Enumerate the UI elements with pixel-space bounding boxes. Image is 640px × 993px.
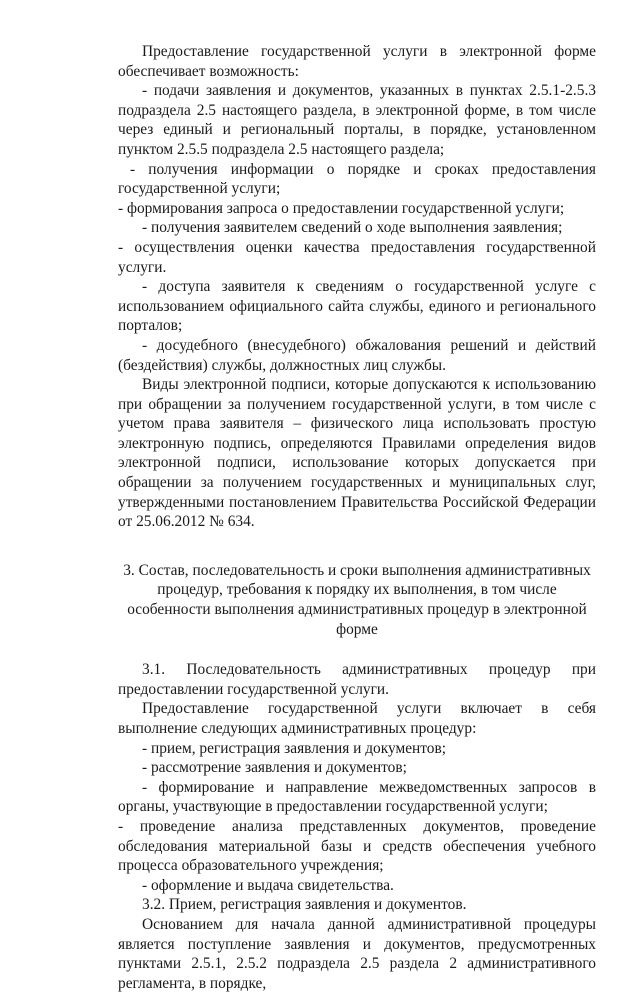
- list-item-submit: - подачи заявления и документов, указанных в пунктах 2.5.1-2.5.3 подраздела 2.5 настоящего раздела, в электронной форме, в том числе через единый и региональный порталы, в порядке, установленном пунктом 2.5.5 подраздела 2.5 настоящего раздела;: [118, 82, 596, 158]
- spacer: [118, 639, 596, 660]
- document-page: [118, 42, 596, 993]
- list-item-certificate: - оформление и выдача свидетельства.: [142, 876, 394, 894]
- paragraph-3-2: 3.2. Прием, регистрация заявления и документов.: [142, 896, 467, 914]
- list-item-analysis: - проведение анализа представленных документов, проведение обследования материальной базы и средств обеспечения учебного процесса образовательного учреждения;: [118, 817, 596, 875]
- paragraph-intro: Предоставление государственной услуги в электронной форме обеспечивает возможность:: [118, 43, 596, 80]
- spacer: [118, 532, 596, 561]
- list-item-appeal: - досудебного (внесудебного) обжалования решений и действий (бездействия) службы, должностных лиц службы.: [118, 336, 596, 374]
- list-item-review: - рассмотрение заявления и документов;: [142, 759, 407, 777]
- list-item-info: - получения информации о порядке и сроках предоставления государственной услуги;: [118, 160, 596, 198]
- list-item-access: - доступа заявителя к сведениям о государственной услуге с использованием официального сайта службы, единого и регионального порталов;: [118, 278, 596, 335]
- paragraph-3-1: 3.1. Последовательность административных процедур при предоставлении государственной услуги.: [118, 661, 596, 698]
- paragraph-procedures: Предоставление государственной услуги включает в себя выполнение следующих административных процедур:: [118, 700, 596, 737]
- section-heading: 3. Состав, последовательность и сроки выполнения административных процедур, требования к порядку их выполнения, в том числе особенности выполнения административных процедур в электронной форме: [123, 561, 591, 638]
- list-item-reception: - прием, регистрация заявления и документов;: [142, 739, 447, 757]
- list-item-interagency: - формирование и направление межведомственных запросов в органы, участвующие в предоставлении государственной услуги;: [118, 778, 596, 816]
- list-item-status: - получения заявителем сведений о ходе выполнения заявления;: [142, 219, 563, 237]
- list-item-request: - формирования запроса о предоставлении государственной услуги;: [118, 199, 565, 217]
- paragraph-basis: Основанием для начала данной административной процедуры является поступление заявления и документов, предусмотренных пунктами 2.5.1, 2.5.2 подраздела 2.5 раздела 2 административного регламента, в порядке,: [118, 915, 596, 992]
- paragraph-signature: Виды электронной подписи, которые допускаются к использованию при обращении за получением государственной услуги, в том числе с учетом права заявителя – физического лица использовать простую электронную подпись, определяются Правилами определения видов электронной подписи, использование которых допускается при обращении за получением государственных и муниципальных слуг, утвержденными постановлением Правительства Российской Федерации от 25.06.2012 № 634.: [118, 376, 596, 531]
- list-item-quality: - осуществления оценки качества предоставления государственной услуги.: [118, 238, 596, 276]
